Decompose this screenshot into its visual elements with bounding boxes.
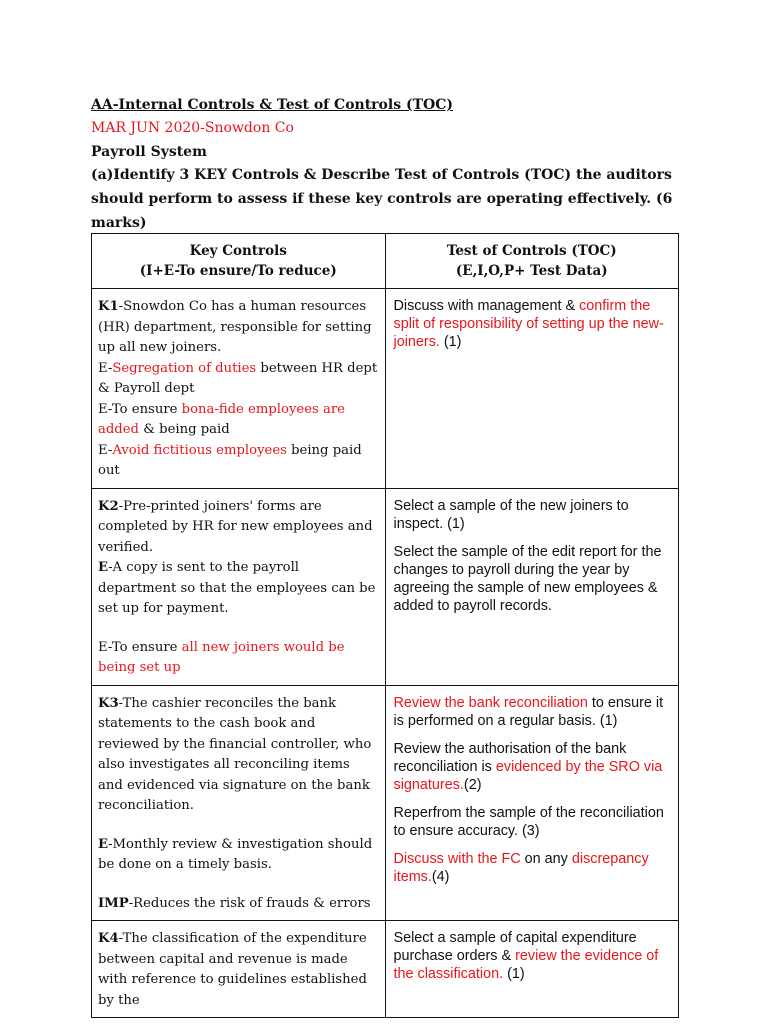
k1-text [98, 297, 379, 359]
k3-toc-a-rest: to ensure it is performed on a regular basis. (1) [393, 694, 664, 729]
k1-e1-highlight: Segregation of duties [112, 360, 257, 376]
k4-toc-highlight: review the evidence of the classification. [393, 948, 659, 982]
table-row [92, 289, 679, 489]
k2-e1-text: -A copy is sent to the payroll department so that the employees can be set up for payment. [98, 560, 376, 616]
k3-explanation [98, 835, 379, 876]
k3-toc-b [394, 740, 671, 794]
k3-toc-b-end: (2) [463, 776, 482, 793]
k1-label: K1 [98, 299, 119, 314]
toc-cell-k2 [385, 488, 679, 685]
k1-e2-highlight: bona-fide employees are added [98, 401, 345, 437]
k4-label: K4 [98, 931, 119, 946]
controls-table [91, 233, 679, 1018]
k3-text [98, 694, 379, 817]
k3-toc-b-highlight: evidenced by the SRO via signatures. [393, 758, 663, 793]
header-toc-title: Test of Controls (TOC) [446, 243, 617, 259]
k2-toc-b: Select the sample of the edit report for the changes to payroll during the year by agreeing the sample of new employees & added to payroll records. [393, 543, 662, 614]
k3-toc-d-end: (4) [431, 868, 450, 885]
k3-description: -The cashier reconciles the bank statements to the cash book and reviewed by the financial controller, who also investigates all reconciling items and evidenced via signature on the bank reconciliation. [98, 695, 372, 813]
k1-e3-prefix: E- [98, 442, 113, 458]
toc-cell-k1 [385, 289, 679, 489]
k3-toc-d-highlight-1: Discuss with the FC [393, 850, 521, 867]
k2-toc-a: Select a sample of the new joiners to inspect. (1) [393, 497, 629, 532]
k3-toc-a [394, 694, 671, 730]
key-control-cell-k3 [92, 685, 386, 921]
toc-cell-k4 [385, 921, 679, 1018]
header-test-of-controls [385, 234, 679, 289]
k2-description: -Pre-printed joiners' forms are completed by HR for new employees and verified. [98, 498, 373, 555]
table-row [92, 488, 679, 685]
k3-toc-a-highlight: Review the bank reconciliation [393, 694, 588, 711]
k1-e3-highlight: Avoid fictitious employees [112, 442, 287, 458]
k2-text [98, 497, 379, 559]
k1-toc [394, 297, 671, 351]
question-text: (a)Identify 3 KEY Controls & Describe Test of Controls (TOC) the auditors should perform to assess if these key controls are operating effectively. (6 marks) [91, 167, 673, 231]
toc-cell-k3 [385, 685, 679, 921]
k3-label: K3 [98, 695, 119, 711]
k2-e2-prefix: E-To ensure [98, 639, 182, 655]
k2-e2-highlight: all new joiners would be being set up [98, 639, 345, 675]
header-key-controls [92, 234, 386, 289]
k1-explanation-1 [98, 359, 379, 400]
k1-e2-rest: & being paid [139, 422, 230, 437]
k3-imp-label: IMP [98, 895, 129, 911]
k1-toc-end: (1) [439, 334, 462, 350]
k1-toc-highlight: confirm the split of responsibility of setting up the new-joiners. [393, 298, 664, 350]
header-key-controls-sub: (I+E-To ensure/To reduce) [139, 263, 337, 279]
k4-toc-start: Select a sample of capital expenditure purchase orders & [393, 930, 637, 964]
table-row [92, 685, 679, 921]
k1-explanation-2 [98, 400, 379, 441]
key-control-cell-k4 [92, 921, 386, 1018]
k1-e1-rest: between HR dept & Payroll dept [98, 360, 378, 396]
key-control-cell-k2 [92, 488, 386, 685]
k2-label: K2 [98, 498, 119, 514]
document-subtitle: MAR JUN 2020-Snowdon Co [91, 120, 294, 136]
table-header-row [92, 234, 679, 289]
k1-explanation-3 [98, 441, 379, 482]
k1-description: -Snowdon Co has a human resources (HR) department, responsible for setting up all new joiners. [98, 299, 372, 355]
k2-e1-label: E [98, 560, 109, 575]
k1-e3-rest: being paid out [98, 442, 362, 478]
header-key-controls-title: Key Controls [189, 243, 287, 259]
k3-toc-b-start: Review the authorisation of the bank reconciliation is [393, 740, 627, 775]
table-row [92, 921, 679, 1018]
document-title: AA-Internal Controls & Test of Controls (TOC) [91, 97, 453, 113]
k3-e-label: E [98, 836, 109, 852]
k1-e1-prefix: E- [98, 360, 113, 376]
k2-explanation-1 [98, 558, 379, 620]
system-label: Payroll System [91, 144, 207, 160]
k3-e-text: -Monthly review & investigation should be done on a timely basis. [98, 836, 373, 872]
k4-text [98, 929, 379, 1011]
k2-explanation-2 [98, 638, 379, 679]
k4-toc [394, 929, 671, 983]
k4-toc-end: (1) [503, 966, 525, 982]
k1-toc-start: Discuss with management & [393, 298, 580, 314]
k3-imp-text: -Reduces the risk of frauds & errors [128, 895, 371, 911]
k1-e2-prefix: E-To ensure [98, 401, 182, 417]
k3-toc-d [394, 850, 671, 886]
header-toc-sub: (E,I,O,P+ Test Data) [455, 263, 608, 279]
k4-description: -The classification of the expenditure between capital and revenue is made with reference to guidelines established by the [98, 931, 367, 1008]
k3-toc-c: Reperfrom the sample of the reconciliation to ensure accuracy. (3) [393, 804, 664, 839]
k3-toc-d-highlight-2: discrepancy items. [393, 850, 649, 885]
k3-impact [98, 894, 379, 915]
key-control-cell-k1 [92, 289, 386, 489]
k3-toc-d-mid: on any [520, 850, 572, 867]
